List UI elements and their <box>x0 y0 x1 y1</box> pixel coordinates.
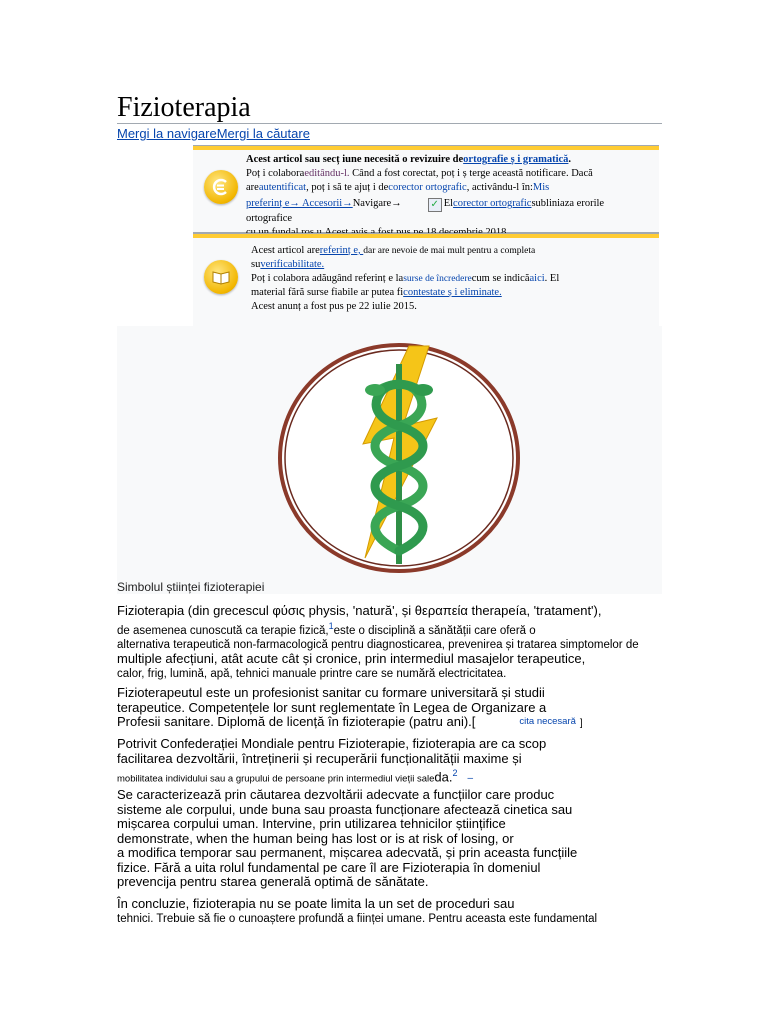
text-line: mobilitatea individului sau a grupului de persoane prin intermediul vieții sale <box>117 773 435 785</box>
footnote-1[interactable]: 1 <box>328 620 334 631</box>
link-spellchecker-2[interactable]: corector ortografic <box>453 198 532 209</box>
text-line: este o disciplină a sănătății care oferă o <box>333 624 536 637</box>
jump-links[interactable]: Mergi la navigareMergi la căutare <box>117 126 310 141</box>
text-line: da. <box>434 769 453 785</box>
notice-text-b: Când a fost corectat, poț i ș terge această notificare. Dacă <box>352 168 593 179</box>
notice-text <box>251 244 649 314</box>
footnote-2[interactable]: 2 <box>452 768 458 778</box>
text-line: Fizioterapia (din grecescul φύσις physis, 'natură', și θεραπεία therapeía, 'tratament'), <box>117 603 602 618</box>
text-line: În concluzie, fizioterapia nu se poate limita la un set de proceduri sau <box>117 896 515 911</box>
text-line: sisteme ale corpului, unde buna sau proasta funcționare afectează cinetica sau <box>117 801 573 817</box>
text-line: Profesii sanitare. Diplomă de licență în fizioterapie (patru ani).[ <box>117 714 476 729</box>
bracket: ] <box>579 718 583 729</box>
notice-text-e: , activându-l în: <box>466 182 533 193</box>
figure-emblem <box>117 326 662 594</box>
paragraph-profession <box>117 686 662 732</box>
notice-text-a: Acest articol are <box>251 245 320 256</box>
notice-text-d: Poț i colabora adăugând referinț e la <box>251 273 404 284</box>
link-contested[interactable]: contestate ș i eliminate. <box>403 287 502 298</box>
paragraph-intro <box>117 604 662 681</box>
title-divider <box>117 123 662 124</box>
paragraph-conclusion <box>117 897 662 926</box>
text-line: prevencija pentru starea generală optimă de sănătate. <box>117 874 429 889</box>
text-line: calor, frig, lumină, apă, tehnici manuale printre care se numără electricitatea. <box>117 667 507 680</box>
notice-text-c: are <box>246 182 259 193</box>
citation-needed-link[interactable]: cita necesară <box>519 716 576 727</box>
text-line: facilitarea dezvoltării, întreținerii și recuperării funcționalității maxime și <box>117 750 522 766</box>
notice-text-g: El <box>443 198 454 209</box>
notice-bar <box>193 234 659 238</box>
text-line: mișcarea corpului uman. Intervine, prin utilizarea tehnicilor științifice <box>117 816 506 831</box>
text-line: alternativa terapeutică non-farmacologică pentru diagnosticarea, prevenirea și tratarea simptomelor de <box>117 638 639 651</box>
link-preferences[interactable]: preferinț e→ Accesorii→ <box>246 198 353 209</box>
link-spelling[interactable]: ortografie ș i gramatică <box>463 154 569 165</box>
notice-text-c: su <box>251 259 261 270</box>
notice-text-b: dar are nevoie de mai mult pentru a completa <box>363 246 536 256</box>
notice-heading: Acest articol sau secț iune necesită o revizuire de <box>246 154 464 165</box>
checkbox-icon[interactable]: ✓ <box>428 198 442 212</box>
text-line: fizice. Fără a uita rolul fundamental pe care îl are Fizioterapia în domeniul <box>117 859 541 875</box>
notice-text <box>246 153 649 240</box>
link-reliable-sources[interactable]: surse de încredere <box>403 274 472 284</box>
figure-caption: Simbolul științei fizioterapiei <box>117 580 265 594</box>
text-line: tehnici. Trebuie să fie o cunoaștere profundă a ființei umane. Pentru aceasta este fundamental <box>117 912 598 925</box>
text-line: a modifica temporar sau permanent, mișcarea adecvată, și prin aceasta funcțiile <box>117 845 578 860</box>
text-line: demonstrate, when the human being has lost or is at risk of losing, or <box>117 830 514 846</box>
notice-text-d: , poț i să te ajuț i de <box>306 182 389 193</box>
notice-text-h: subliniaza erorile ortografice <box>246 198 605 224</box>
text-line: Potrivit Confederației Mondiale pentru Fizioterapie, fizioterapia are ca scop <box>117 736 547 751</box>
paragraph-characterization <box>117 788 662 890</box>
text-line: multiple afecțiuni, atât acute cât și cronice, prin intermediul masajelor terapeutice, <box>117 651 586 667</box>
notice-period: . <box>568 154 572 165</box>
notice-references <box>193 233 659 327</box>
link-login[interactable]: autentificat <box>258 182 307 193</box>
notice-copyedit <box>193 145 659 233</box>
notice-text-g: material fără surse fiabile ar putea fi <box>251 287 404 298</box>
link-here[interactable]: aici <box>529 273 545 284</box>
link-verifiability[interactable]: verificabilitate. <box>260 259 325 270</box>
notice-text-f: Navigare→ <box>352 198 402 209</box>
notice-text-a: Poț i colabora <box>246 168 305 179</box>
paragraph-wcpt <box>117 737 662 787</box>
notice-bar <box>193 146 659 150</box>
text-line: Fizioterapeutul este un profesionist sanitar cu formare universitară și studii <box>117 685 545 700</box>
link-spellchecker[interactable]: corector ortografic <box>388 182 467 193</box>
footnote-dash[interactable]: – <box>467 773 474 785</box>
link-edit[interactable]: editându-l. <box>304 168 353 179</box>
notice-text-f: . El <box>544 273 560 284</box>
link-mis[interactable]: Mis <box>532 182 550 193</box>
caduceus-emblem <box>117 326 662 594</box>
book-icon <box>204 260 238 294</box>
copyedit-icon <box>204 170 238 204</box>
link-references[interactable]: referinț e, <box>319 245 364 256</box>
text-line: Se caracterizează prin căutarea dezvoltării adecvate a funcțiilor care produc <box>117 787 555 802</box>
notice-text-e: cum se indică <box>471 273 530 284</box>
text-line: de asemenea cunoscută ca terapie fizică, <box>117 624 329 637</box>
page-title: Fizioterapia <box>117 92 251 123</box>
text-line: terapeutice. Competențele lor sunt reglementate în Legea de Organizare a <box>117 699 547 715</box>
notice-date: Acest anunț a fost pus pe 22 iulie 2015. <box>251 301 417 312</box>
